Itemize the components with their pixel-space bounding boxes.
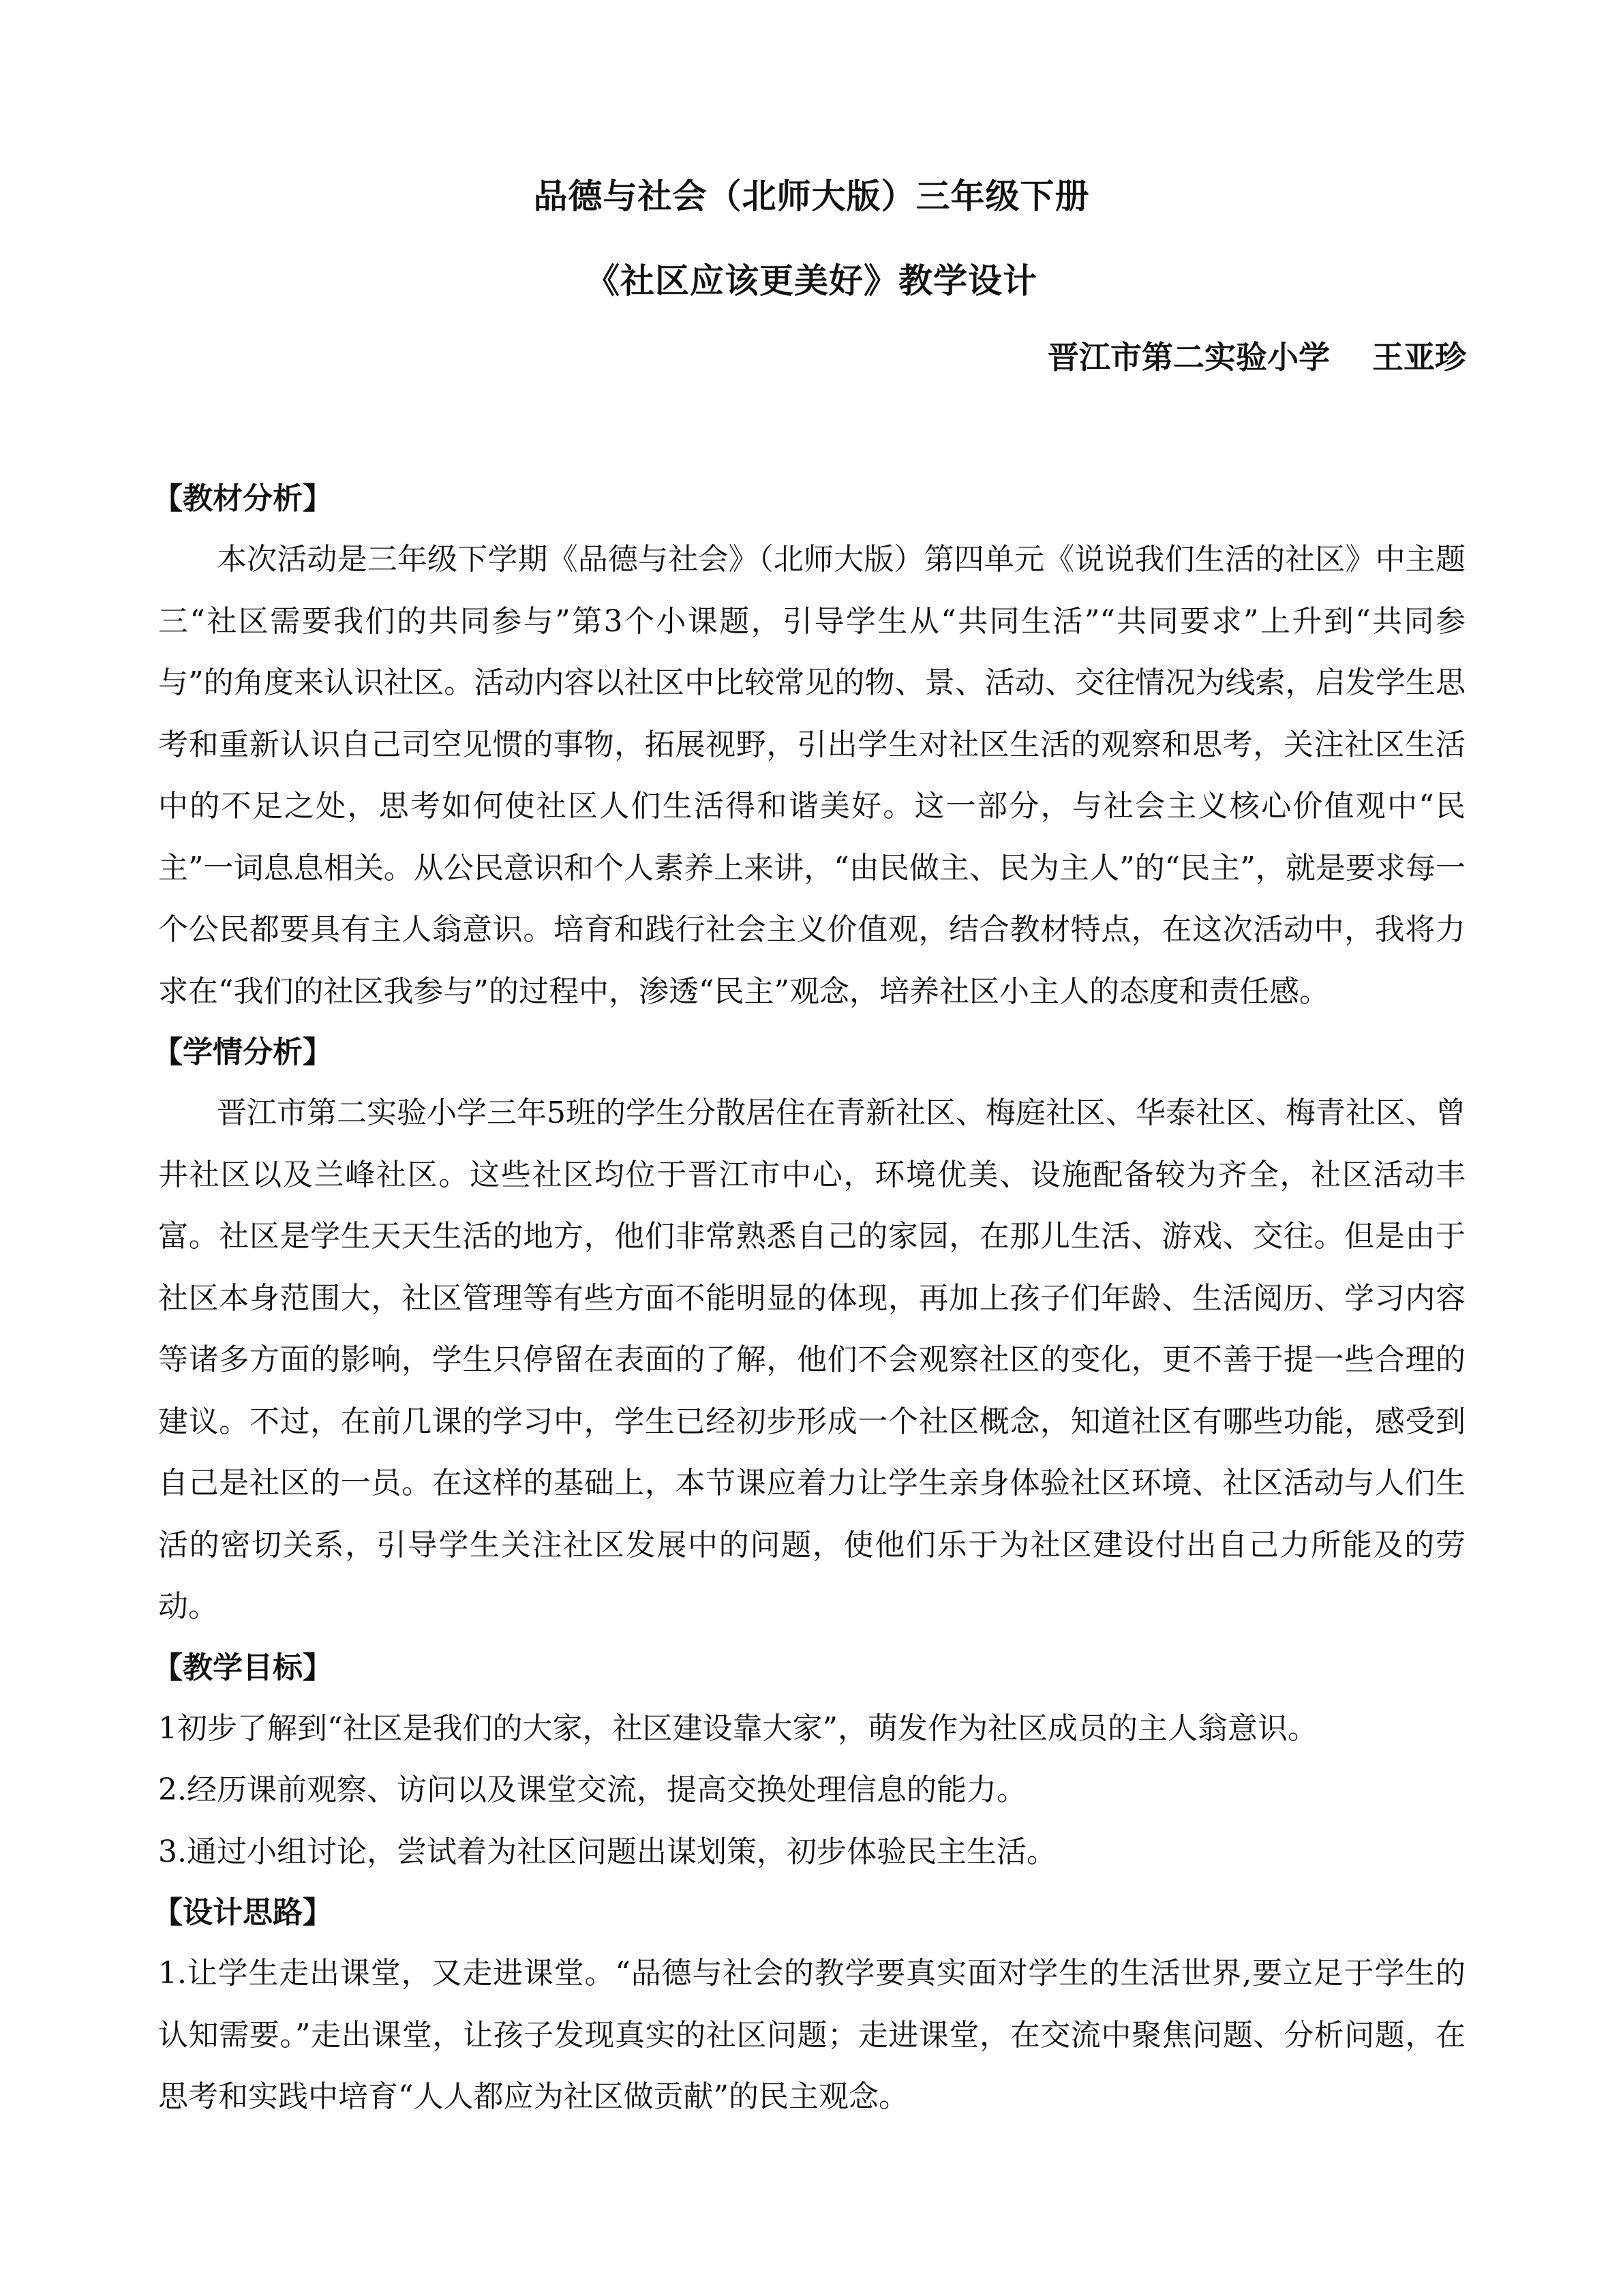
student-analysis-paragraph: 晋江市第二实验小学三年5班的学生分散居住在青新社区、梅庭社区、华泰社区、梅青社区、曾井社区以及兰峰社区。这些社区均位于晋江市中心，环境优美、设施配备较为齐全，社区活动丰富。社区是学生天天生活的地方，他们非常熟悉自己的家园，在那儿生活、游戏、交往。但是由于社区本身范围大，社区管理等有些方面不能明显的体现，再加上孩子们年龄、生活阅历、学习内容等诸多方面的影响，学生只停留在表面的了解，他们不会观察社区的变化，更不善于提一些合理的建议。不过，在前几课的学习中，学生已经初步形成一个社区概念，知道社区有哪些功能，感受到自己是社区的一员。在这样的基础上，本节课应着力让学生亲身体验社区环境、社区活动与人们生活的密切关系，引导学生关注社区发展中的问题，使他们乐于为社区建设付出自己力所能及的劳动。 (158, 1096, 1466, 1624)
teaching-goal-item-1: 1初步了解到“社区是我们的大家，社区建设靠大家”，萌发作为社区成员的主人翁意识。 (158, 1710, 1318, 1746)
teaching-goal-item-2: 2.经历课前观察、访问以及课堂交流，提高交换处理信息的能力。 (158, 1772, 1027, 1807)
design-idea-item-1: 1.让学生走出课堂，又走进课堂。“品德与社会的教学要真实面对学生的生活世界,要立足于学生的认知需要。”走出课堂，让孩子发现真实的社区问题；走进课堂，在交流中聚焦问题、分析问题，在思考和实践中培育“人人都应为社区做贡献”的民主观念。 (158, 1956, 1466, 2114)
document-body (153, 469, 1466, 2128)
teaching-goal-item-3: 3.通过小组讨论，尝试着为社区问题出谋划策，初步体验民主生活。 (158, 1834, 1057, 1869)
section-heading-teaching-goals: 【教学目标】 (153, 1650, 333, 1685)
section-heading-textbook-analysis: 【教材分析】 (153, 481, 333, 516)
document-title-line2: 《社区应该更美好》教学设计 (586, 260, 1037, 301)
document-title-line1: 品德与社会（北师大版）三年级下册 (533, 176, 1090, 216)
author-line: 晋江市第二实验小学 王亚珍 (1047, 339, 1466, 376)
section-heading-student-analysis: 【学情分析】 (153, 1035, 333, 1070)
section-heading-design-ideas: 【设计思路】 (153, 1895, 333, 1930)
textbook-analysis-paragraph: 本次活动是三年级下学期《品德与社会》（北师大版）第四单元《说说我们生活的社区》中主题三“社区需要我们的共同参与”第3个小课题，引导学生从“共同生活”“共同要求”上升到“共同参与”的角度来认识社区。活动内容以社区中比较常见的物、景、活动、交往情况为线索，启发学生思考和重新认识自己司空见惯的事物，拓展视野，引出学生对社区生活的观察和思考，关注社区生活中的不足之处，思考如何使社区人们生活得和谐美好。这一部分，与社会主义核心价值观中“民主”一词息息相关。从公民意识和个人素养上来讲，“由民做主、民为主人”的“民主”，就是要求每一个公民都要具有主人翁意识。培育和践行社会主义价值观，结合教材特点，在这次活动中，我将力求在“我们的社区我参与”的过程中，渗透“民主”观念，培养社区小主人的态度和责任感。 (158, 542, 1466, 1009)
